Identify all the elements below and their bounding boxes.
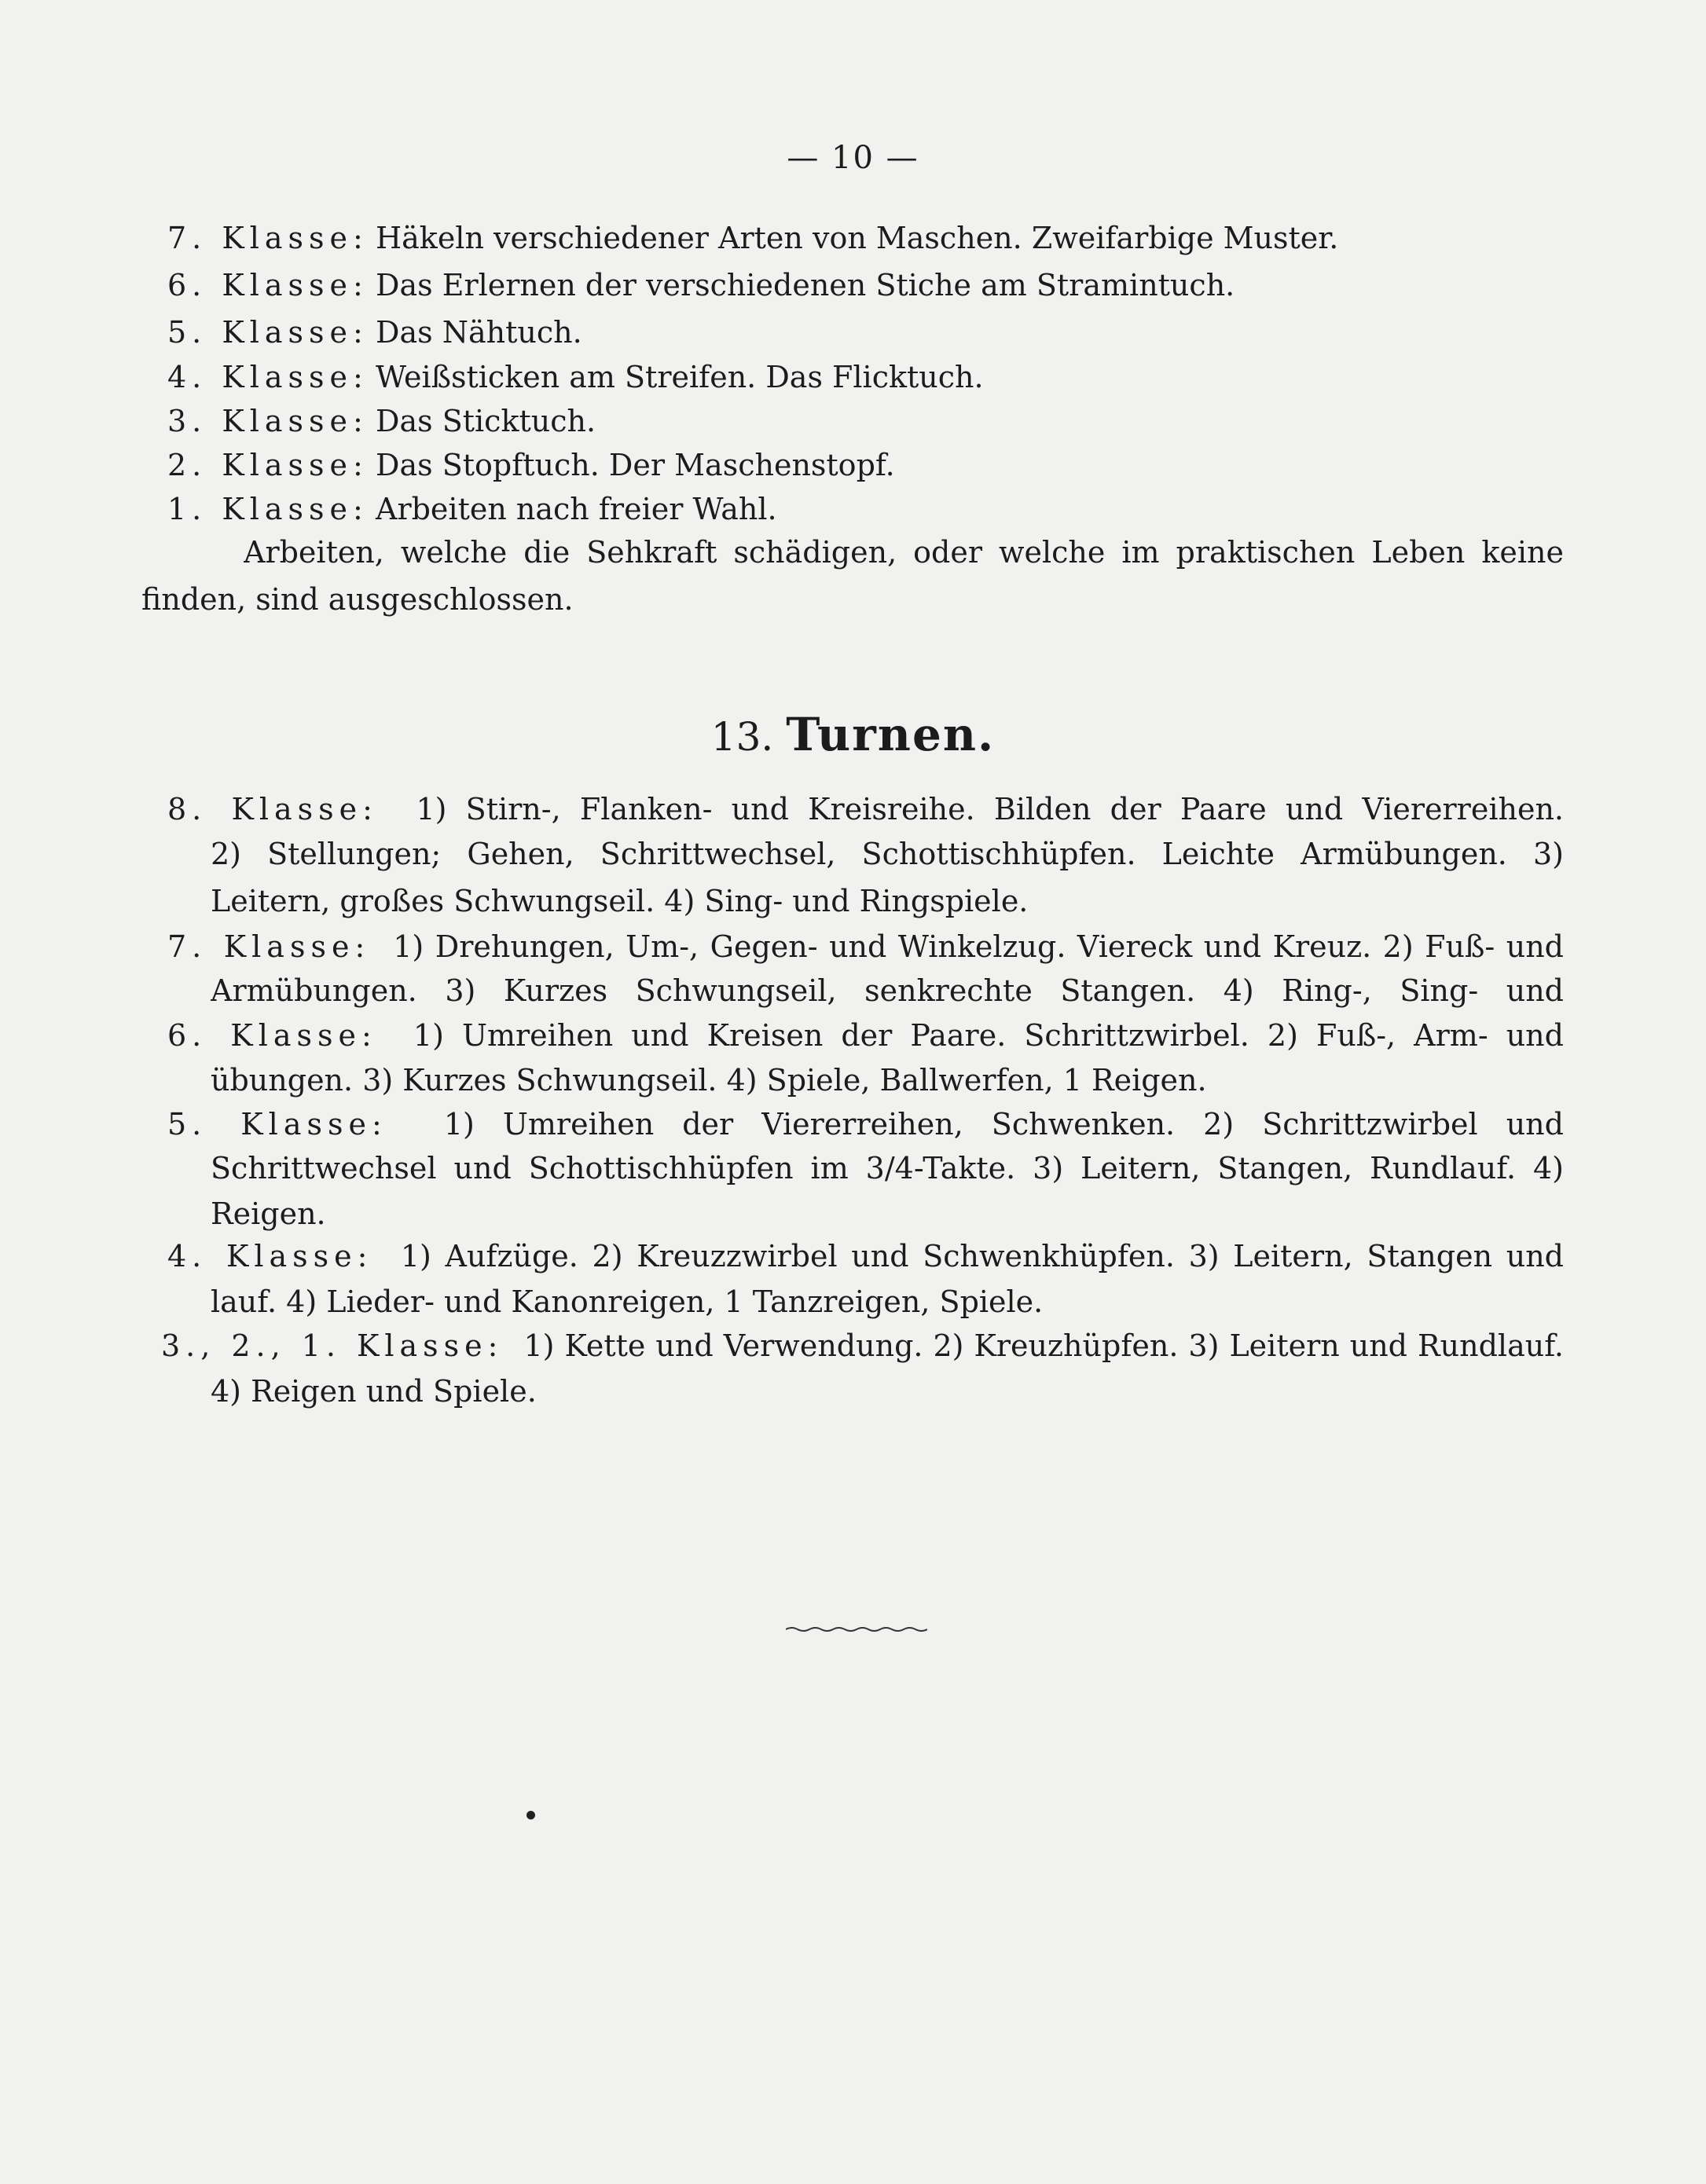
decorative-rule (786, 1626, 927, 1633)
klasse-text: Häkeln verschiedener Arten von Maschen. Zweifarbige Muster. (376, 221, 1339, 255)
section-heading (0, 708, 1706, 761)
klasse-text: Arbeiten nach freier Wahl. (376, 492, 777, 526)
turnen-row-end: 4) Reigen und Spiele. (211, 1374, 537, 1409)
turnen-row-end: lauf. 4) Lieder- und Kanonreigen, 1 Tanzreigen, Spiele. (211, 1284, 1044, 1319)
turnen-row-end: Reigen. (211, 1196, 326, 1231)
turnen-row-cont: 2) Stellungen; Gehen, Schrittwechsel, Schottischhüpfen. Leichte Armübungen. 3) (211, 837, 1564, 871)
section-title: Turnen. (786, 708, 996, 761)
klasse-label: 2. Klasse: (167, 448, 369, 482)
turnen-row: 6. Klasse: 1) Umreihen und Kreisen der Paare. Schrittzwirbel. 2) Fuß-, Arm- und (167, 1018, 1564, 1053)
note-paragraph: Arbeiten, welche die Sehkraft schädigen, oder welche im praktischen Leben keine (244, 535, 1564, 570)
turnen-row: 4. Klasse: 1) Aufzüge. 2) Kreuzzwirbel und Schwenkhüpfen. 3) Leitern, Stangen und (167, 1239, 1564, 1273)
klasse-text: Das Erlernen der verschiedenen Stiche am Stramintuch. (376, 268, 1235, 302)
turnen-row-end: Armübungen. 3) Kurzes Schwungseil, senkrechte Stangen. 4) Ring-, Sing- und (211, 973, 1564, 1008)
turnen-row-end: Leitern, großes Schwungseil. 4) Sing- und Ringspiele. (211, 884, 1029, 918)
turnen-row: 5. Klasse: 1) Umreihen der Viererreihen, Schwenken. 2) Schrittzwirbel und (167, 1107, 1564, 1141)
section-number: 13. (710, 714, 774, 760)
klasse-label: 7. Klasse: (167, 221, 369, 255)
turnen-row-end: übungen. 3) Kurzes Schwungseil. 4) Spiele, Ballwerfen, 1 Reigen. (211, 1063, 1207, 1097)
turnen-row: 3., 2., 1. Klasse: 1) Kette und Verwendung. 2) Kreuzhüpfen. 3) Leitern und Rundlauf. (161, 1328, 1564, 1363)
klasse-label: 6. Klasse: (167, 268, 369, 302)
page-number: — 10 — (787, 140, 919, 176)
klasse-text: Das Sticktuch. (376, 404, 596, 438)
note-paragraph-end: finden, sind ausgeschlossen. (141, 582, 574, 617)
klasse-label: 3. Klasse: (167, 404, 369, 438)
turnen-row: 7. Klasse: 1) Drehungen, Um-, Gegen- und Winkelzug. Viereck und Kreuz. 2) Fuß- und (167, 929, 1564, 964)
klasse-label: 5. Klasse: (167, 315, 369, 350)
ink-speck (526, 1811, 535, 1819)
klasse-label: 1. Klasse: (167, 492, 369, 526)
bleed-through-text (157, 346, 166, 382)
turnen-row: 8. Klasse: 1) Stirn-, Flanken- und Kreisreihe. Bilden der Paare und Viererreihen. (167, 792, 1564, 826)
klasse-text: Das Stopftuch. Der Maschenstopf. (376, 448, 895, 482)
klasse-text: Weißsticken am Streifen. Das Flicktuch. (376, 360, 984, 394)
klasse-text: Das Nähtuch. (376, 315, 582, 350)
turnen-row-cont: Schrittwechsel und Schottischhüpfen im 3/4-Takte. 3) Leitern, Stangen, Rundlauf. 4) (211, 1151, 1564, 1185)
klasse-label: 4. Klasse: (167, 360, 369, 394)
